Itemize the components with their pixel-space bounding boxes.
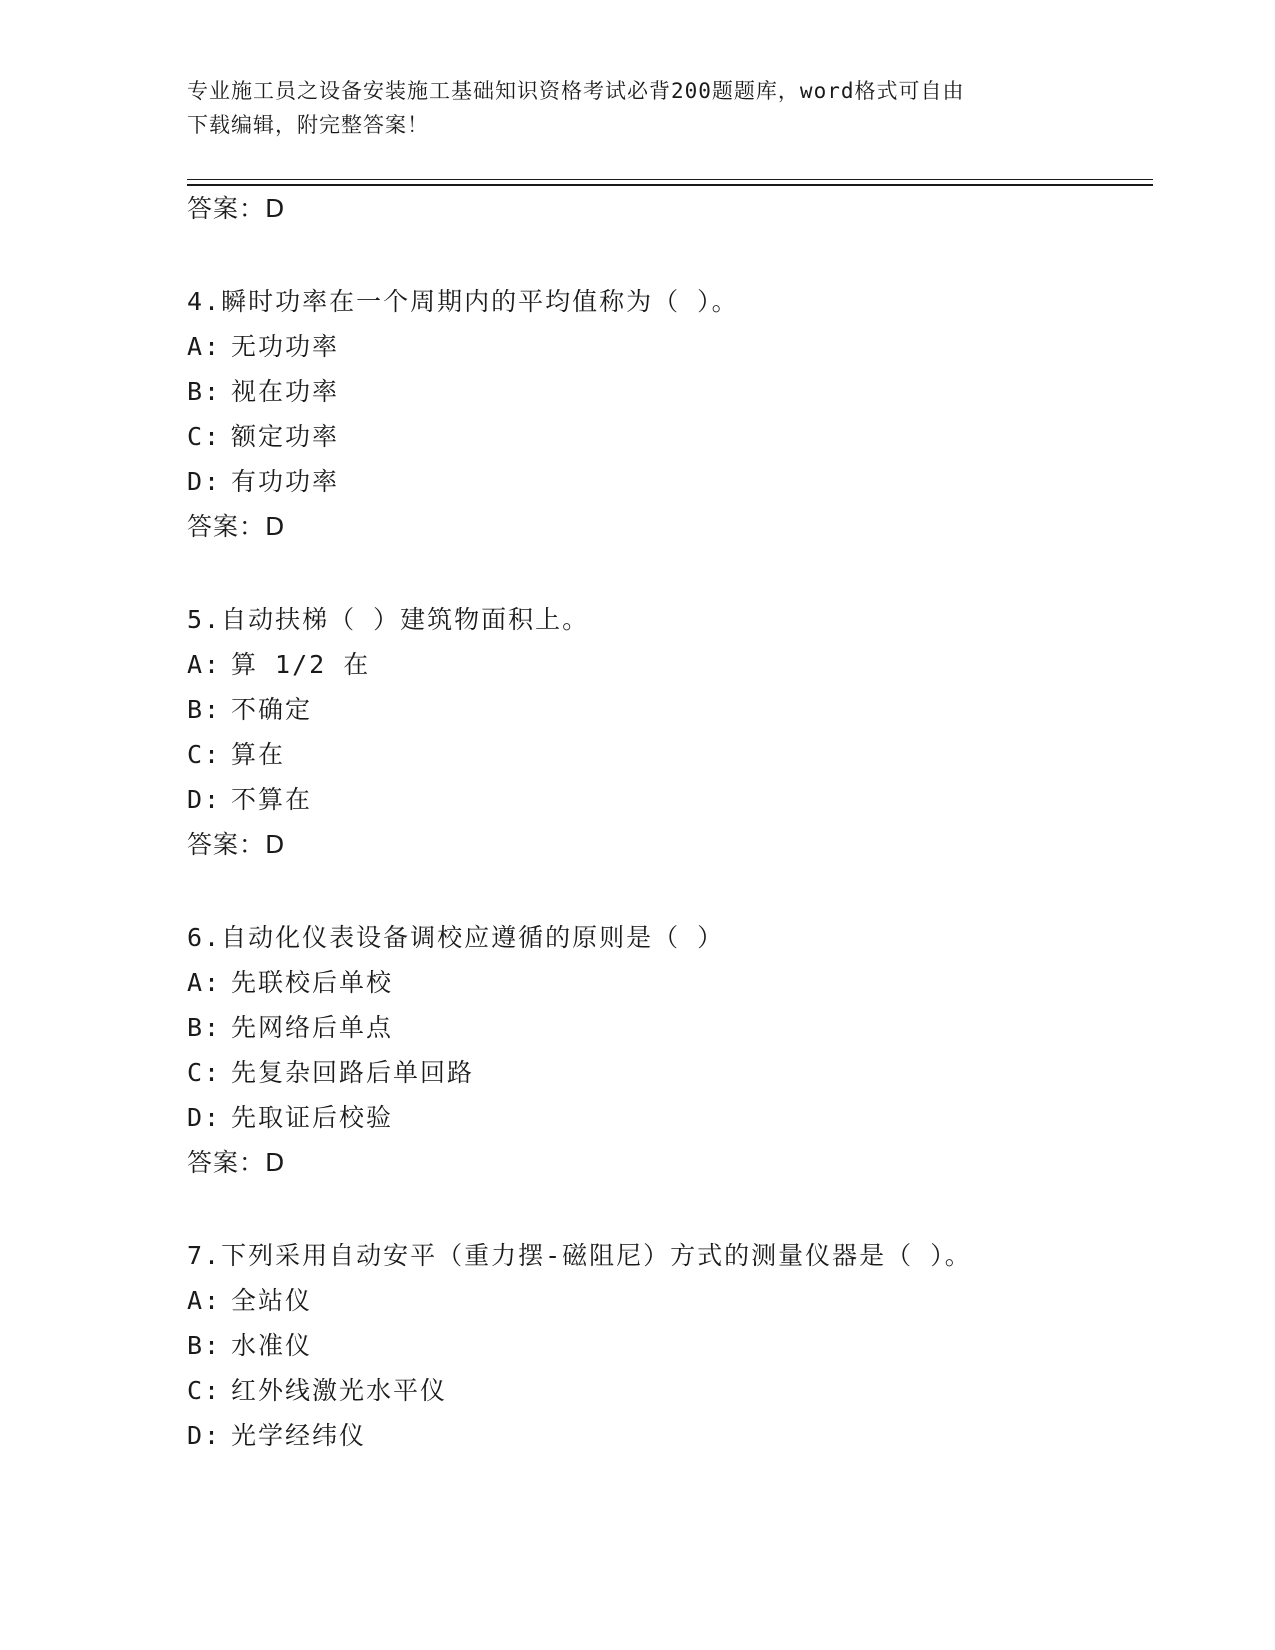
option-text: 全站仪 — [231, 1286, 313, 1315]
question-block — [187, 597, 1153, 867]
option-text: 红外线激光水平仪 — [231, 1376, 448, 1405]
option-b — [187, 1005, 1153, 1050]
question-text: 4.瞬时功率在一个周期内的平均值称为（ ）。 — [187, 287, 739, 316]
option-key: C: — [187, 1058, 222, 1087]
option-text: 不算在 — [231, 785, 313, 814]
question-block — [187, 1233, 1153, 1458]
option-a — [187, 642, 1153, 687]
option-text: 视在功率 — [231, 377, 340, 406]
header-divider-thin — [187, 179, 1153, 180]
question-text: 5.自动扶梯（ ）建筑物面积上。 — [187, 605, 590, 634]
answer-line: 答案：D — [187, 194, 286, 223]
option-key: D: — [187, 785, 222, 814]
answer-line: 答案：D — [187, 1148, 286, 1177]
option-text: 无功功率 — [231, 332, 340, 361]
option-key: B: — [187, 377, 222, 406]
option-key: D: — [187, 467, 222, 496]
option-text: 先联校后单校 — [231, 968, 394, 997]
question-text: 7.下列采用自动安平（重力摆-磁阻尼）方式的测量仪器是（ ）。 — [187, 1241, 972, 1270]
option-text: 先复杂回路后单回路 — [231, 1058, 475, 1087]
option-text: 先取证后校验 — [231, 1103, 394, 1132]
option-text: 额定功率 — [231, 422, 340, 451]
option-key: D: — [187, 1103, 222, 1132]
answer-line: 答案：D — [187, 830, 286, 859]
option-c — [187, 732, 1153, 777]
option-text: 有功功率 — [231, 467, 340, 496]
option-b — [187, 687, 1153, 732]
question-block — [187, 279, 1153, 549]
option-c — [187, 1368, 1153, 1413]
option-a — [187, 1278, 1153, 1323]
option-text: 光学经纬仪 — [231, 1421, 367, 1450]
option-d — [187, 1095, 1153, 1140]
option-key: B: — [187, 1013, 222, 1042]
option-d — [187, 777, 1153, 822]
option-key: A: — [187, 1286, 222, 1315]
option-key: B: — [187, 1331, 222, 1360]
question-list — [187, 186, 1153, 1458]
option-a — [187, 960, 1153, 1005]
option-d — [187, 459, 1153, 504]
option-key: D: — [187, 1421, 222, 1450]
option-key: C: — [187, 740, 222, 769]
document-header — [187, 74, 1067, 142]
option-b — [187, 369, 1153, 414]
header-line-2: 下载编辑，附完整答案！ — [187, 113, 429, 137]
option-a — [187, 324, 1153, 369]
option-key: A: — [187, 650, 222, 679]
header-line-1: 专业施工员之设备安装施工基础知识资格考试必背200题题库，word格式可自由 — [187, 79, 965, 103]
option-d — [187, 1413, 1153, 1458]
option-text: 先网络后单点 — [231, 1013, 394, 1042]
option-text: 不确定 — [231, 695, 313, 724]
option-text: 算 1/2 在 — [231, 650, 371, 679]
question-text: 6.自动化仪表设备调校应遵循的原则是（ ） — [187, 923, 725, 952]
option-text: 水准仪 — [231, 1331, 313, 1360]
option-c — [187, 1050, 1153, 1095]
option-key: C: — [187, 422, 222, 451]
option-key: C: — [187, 1376, 222, 1405]
option-b — [187, 1323, 1153, 1368]
answer-line: 答案：D — [187, 512, 286, 541]
option-text: 算在 — [231, 740, 286, 769]
option-key: B: — [187, 695, 222, 724]
option-key: A: — [187, 968, 222, 997]
option-key: A: — [187, 332, 222, 361]
question-block — [187, 915, 1153, 1185]
option-c — [187, 414, 1153, 459]
